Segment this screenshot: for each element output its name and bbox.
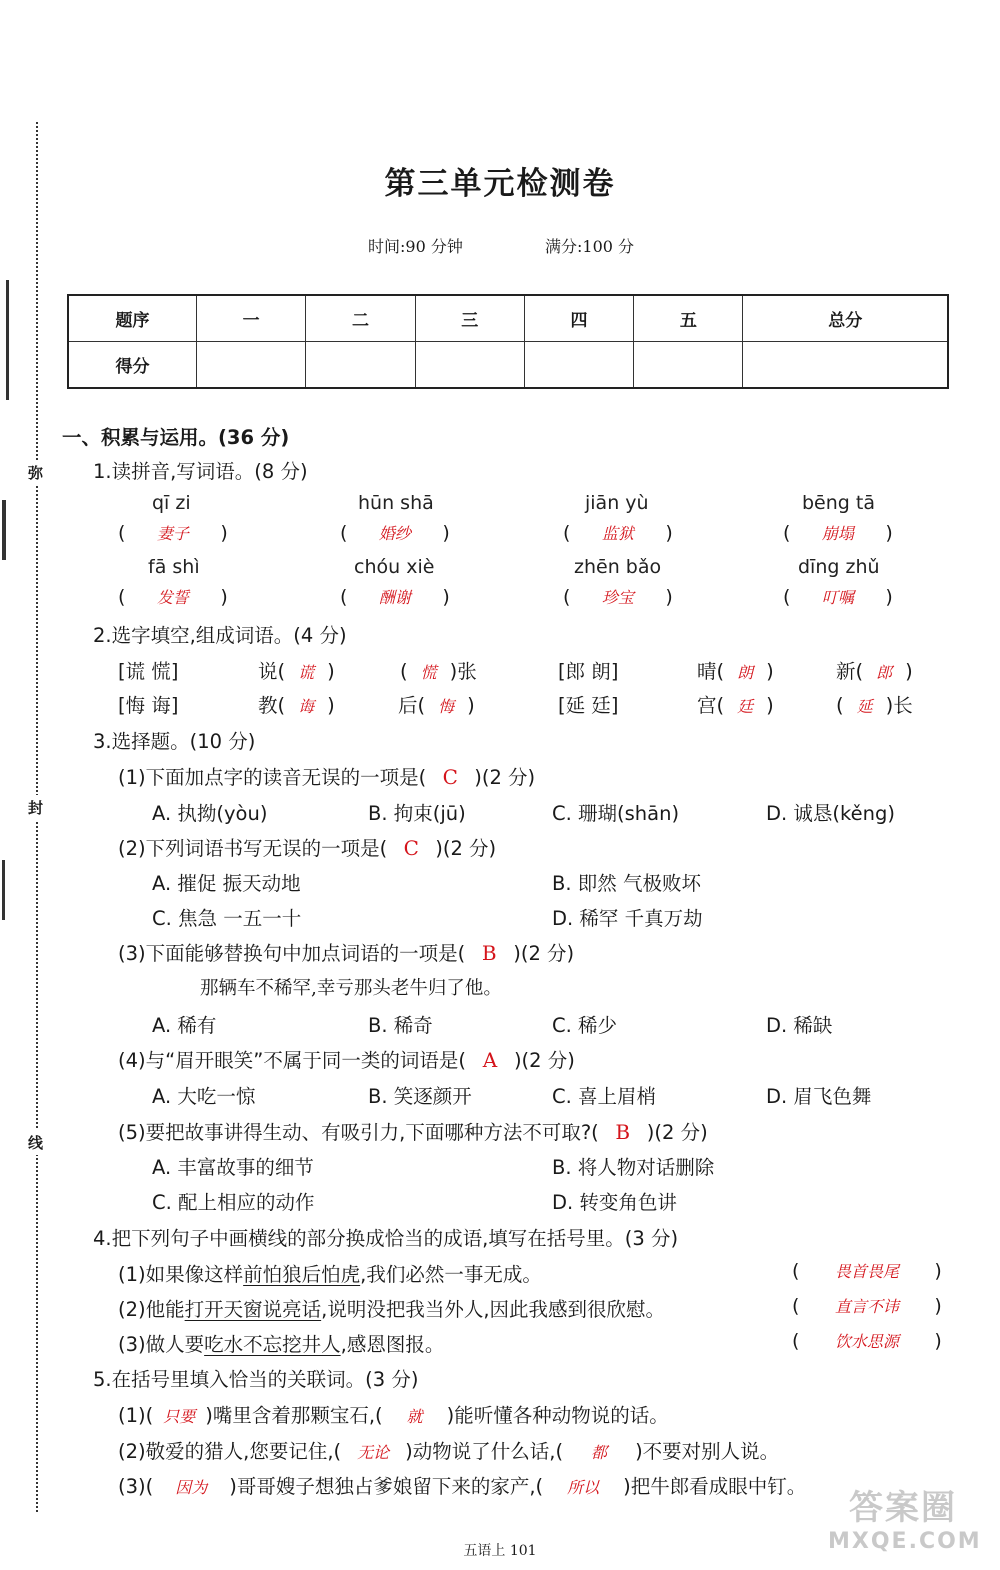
watermark-logo: 答案圈 MXQE.COM — [828, 1488, 982, 1554]
handwritten-answer[interactable]: 慌 — [420, 663, 437, 682]
example-sentence: 那辆车不稀罕,幸亏那头老牛归了他。 — [200, 978, 502, 999]
answer-bracket: ( 崩塌 ) — [783, 522, 893, 544]
fill-item: 教( 诲 ) — [258, 694, 335, 717]
fill-item: 后( 悔 ) — [398, 694, 475, 717]
edge-scan-mark — [2, 860, 5, 920]
handwritten-answer[interactable]: 酬谢 — [378, 588, 411, 607]
char-group: [悔 诲] — [118, 694, 179, 717]
edge-scan-mark — [2, 500, 6, 560]
exam-time: 时间:90 分钟 — [368, 237, 463, 256]
option[interactable]: D. 诚恳(kěng) — [766, 802, 895, 825]
answer-bracket: ( 妻子 ) — [118, 522, 228, 544]
handwritten-answer[interactable]: 饮水思源 — [834, 1332, 899, 1351]
answer-bracket: ( 酬谢 ) — [340, 586, 450, 608]
option[interactable]: A. 稀有 — [152, 1014, 217, 1037]
char-pair: 郎 朗 — [565, 660, 611, 683]
question-1-title: 1.读拼音,写词语。(8 分) — [93, 460, 308, 483]
handwritten-answer[interactable]: 谎 — [298, 663, 315, 682]
option[interactable]: A. 执拗(yòu) — [152, 802, 268, 825]
option[interactable]: A. 丰富故事的细节 — [152, 1156, 314, 1179]
page-footer: 五语上 101 — [463, 1543, 537, 1559]
binding-char-xian: 线 — [28, 1130, 43, 1155]
sentence-item: (3)做人要吃水不忘挖井人,感恩图报。 — [118, 1333, 445, 1356]
answer-bracket: ( 直言不讳 ) — [792, 1295, 942, 1317]
table-header-cell: 总分 — [743, 295, 948, 342]
table-header-cell: 五 — [634, 295, 743, 342]
handwritten-answer[interactable]: B — [615, 1120, 631, 1144]
handwritten-answer[interactable]: 珍宝 — [601, 588, 634, 607]
fill-item: ( 慌 )张 — [400, 660, 477, 683]
handwritten-answer[interactable]: 只要 — [163, 1407, 196, 1426]
sub-question: (2)下列词语书写无误的一项是( C )(2 分) — [118, 836, 497, 860]
pinyin: jiān yù — [585, 492, 649, 514]
handwritten-answer[interactable]: 所以 — [567, 1478, 600, 1497]
fill-item: 说( 谎 ) — [258, 660, 335, 683]
section-heading: 一、积累与运用。(36 分) — [62, 426, 290, 449]
question-3-title: 3.选择题。(10 分) — [93, 730, 256, 753]
handwritten-answer[interactable]: 郎 — [876, 663, 893, 682]
handwritten-answer[interactable]: 朗 — [737, 663, 754, 682]
handwritten-answer[interactable]: 都 — [591, 1443, 608, 1462]
char-pair: 悔 诲 — [125, 694, 171, 717]
answer-bracket: ( 监狱 ) — [563, 522, 673, 544]
table-row-label: 得分 — [68, 342, 197, 389]
sentence-item: (2)他能打开天窗说亮话,说明没把我当外人,因此我感到很欣慰。 — [118, 1298, 666, 1321]
sub-question: (1)下面加点字的读音无误的一项是( C )(2 分) — [118, 765, 536, 789]
option[interactable]: C. 稀少 — [552, 1014, 618, 1037]
sentence-item: (1)如果像这样前怕狼后怕虎,我们必然一事无成。 — [118, 1263, 542, 1286]
table-header-row — [68, 295, 948, 342]
score-cell[interactable] — [197, 342, 306, 389]
handwritten-answer[interactable]: 无论 — [357, 1443, 390, 1462]
pinyin: chóu xiè — [354, 556, 435, 578]
handwritten-answer[interactable]: A — [482, 1048, 498, 1072]
handwritten-answer[interactable]: 婚纱 — [378, 524, 411, 543]
answer-bracket: ( 畏首畏尾 ) — [792, 1260, 942, 1282]
handwritten-answer[interactable]: 就 — [406, 1407, 423, 1426]
option[interactable]: B. 稀奇 — [368, 1014, 433, 1037]
question-2-title: 2.选字填空,组成词语。(4 分) — [93, 624, 347, 647]
underlined-phrase: 吃水不忘挖井人 — [204, 1333, 341, 1356]
answer-bracket: ( 发誓 ) — [118, 586, 228, 608]
handwritten-answer[interactable]: 诲 — [298, 697, 315, 716]
fill-item: 晴( 朗 ) — [697, 660, 774, 683]
option[interactable]: C. 配上相应的动作 — [152, 1191, 315, 1214]
fill-item: ( 延 )长 — [836, 694, 913, 717]
pinyin: bēng tā — [802, 492, 875, 514]
handwritten-answer[interactable]: 妻子 — [156, 524, 189, 543]
full-score: 满分:100 分 — [545, 237, 635, 256]
table-header-cell: 题序 — [68, 295, 197, 342]
score-cell[interactable] — [634, 342, 743, 389]
question-4-title: 4.把下列句子中画横线的部分换成恰当的成语,填写在括号里。(3 分) — [93, 1227, 679, 1250]
handwritten-answer[interactable]: 畏首畏尾 — [834, 1262, 899, 1281]
table-row — [68, 342, 948, 389]
score-cell[interactable] — [743, 342, 948, 389]
char-pair: 延 廷 — [565, 694, 611, 717]
score-cell[interactable] — [524, 342, 633, 389]
edge-scan-mark — [6, 280, 9, 400]
option[interactable]: D. 稀缺 — [766, 1014, 833, 1037]
sentence-item: (1)( 只要 )嘴里含着那颗宝石,( 就 )能听懂各种动物说的话。 — [118, 1404, 669, 1427]
fill-item: 新( 郎 ) — [836, 660, 913, 683]
option[interactable]: C. 珊瑚(shān) — [552, 802, 680, 825]
sentence-item: (3)( 因为 )哥哥嫂子想独占爹娘留下来的家产,( 所以 )把牛郎看成眼中钉。 — [118, 1475, 807, 1498]
pinyin: zhēn bǎo — [574, 556, 662, 578]
answer-bracket: ( 叮嘱 ) — [783, 586, 893, 608]
fill-item: 宫( 廷 ) — [697, 694, 774, 717]
sub-question: (3)下面能够替换句中加点词语的一项是( B )(2 分) — [118, 941, 575, 965]
answer-bracket: ( 饮水思源 ) — [792, 1330, 942, 1352]
option[interactable]: C. 焦急 一五一十 — [152, 907, 302, 930]
handwritten-answer[interactable]: B — [481, 941, 497, 965]
binding-char-feng: 封 — [28, 795, 43, 820]
sub-question: (5)要把故事讲得生动、有吸引力,下面哪种方法不可取?( B )(2 分) — [118, 1120, 708, 1144]
binding-char-mi: 弥 — [28, 460, 43, 485]
answer-bracket: ( 婚纱 ) — [340, 522, 450, 544]
handwritten-answer[interactable]: 发誓 — [156, 588, 189, 607]
option[interactable]: D. 稀罕 千真万劫 — [552, 907, 703, 930]
handwritten-answer[interactable]: 悔 — [438, 697, 455, 716]
option[interactable]: A. 大吃一惊 — [152, 1085, 256, 1108]
table-header-cell: 二 — [306, 295, 415, 342]
handwritten-answer[interactable]: 叮嘱 — [821, 588, 854, 607]
table-header-cell: 三 — [415, 295, 524, 342]
pinyin: dīng zhǔ — [798, 556, 880, 578]
underlined-phrase: 打开天窗说亮话 — [184, 1298, 322, 1321]
pinyin: hūn shā — [358, 492, 434, 514]
handwritten-answer[interactable]: 因为 — [175, 1478, 208, 1497]
score-table — [67, 294, 949, 389]
sub-question: (4)与“眉开眼笑”不属于同一类的词语是( A )(2 分) — [118, 1048, 575, 1072]
underlined-phrase: 前怕狼后怕虎 — [243, 1263, 361, 1286]
handwritten-answer[interactable]: C — [403, 836, 419, 860]
handwritten-answer[interactable]: 崩塌 — [821, 524, 854, 543]
pinyin: qī zi — [152, 492, 191, 514]
option[interactable]: C. 喜上眉梢 — [552, 1085, 657, 1108]
sentence-item: (2)敬爱的猎人,您要记住,( 无论 )动物说了什么话,( 都 )不要对别人说。 — [118, 1440, 780, 1463]
char-group: [郎 朗] — [558, 660, 619, 683]
option[interactable]: B. 即然 气极败坏 — [552, 872, 701, 895]
table-header-cell: 四 — [524, 295, 633, 342]
question-5-title: 5.在括号里填入恰当的关联词。(3 分) — [93, 1368, 419, 1391]
handwritten-answer[interactable]: 直言不讳 — [834, 1297, 899, 1316]
handwritten-answer[interactable]: 延 — [856, 697, 873, 716]
option[interactable]: D. 眉飞色舞 — [766, 1085, 872, 1108]
char-pair: 谎 慌 — [125, 660, 171, 683]
pinyin: fā shì — [148, 556, 200, 578]
score-cell[interactable] — [306, 342, 415, 389]
page-title: 第三单元检测卷 — [384, 166, 616, 202]
char-group: [谎 慌] — [118, 660, 179, 683]
handwritten-answer[interactable]: 廷 — [737, 697, 754, 716]
char-group: [延 廷] — [558, 694, 619, 717]
handwritten-answer[interactable]: 监狱 — [601, 524, 634, 543]
option[interactable]: D. 转变角色讲 — [552, 1191, 677, 1214]
handwritten-answer[interactable]: C — [442, 765, 458, 789]
option[interactable]: B. 将人物对话删除 — [552, 1156, 715, 1179]
score-cell[interactable] — [415, 342, 524, 389]
option[interactable]: A. 摧促 振天动地 — [152, 872, 301, 895]
table-header-cell: 一 — [197, 295, 306, 342]
option[interactable]: B. 笑逐颜开 — [368, 1085, 472, 1108]
option[interactable]: B. 拘束(jū) — [368, 802, 466, 825]
answer-bracket: ( 珍宝 ) — [563, 586, 673, 608]
